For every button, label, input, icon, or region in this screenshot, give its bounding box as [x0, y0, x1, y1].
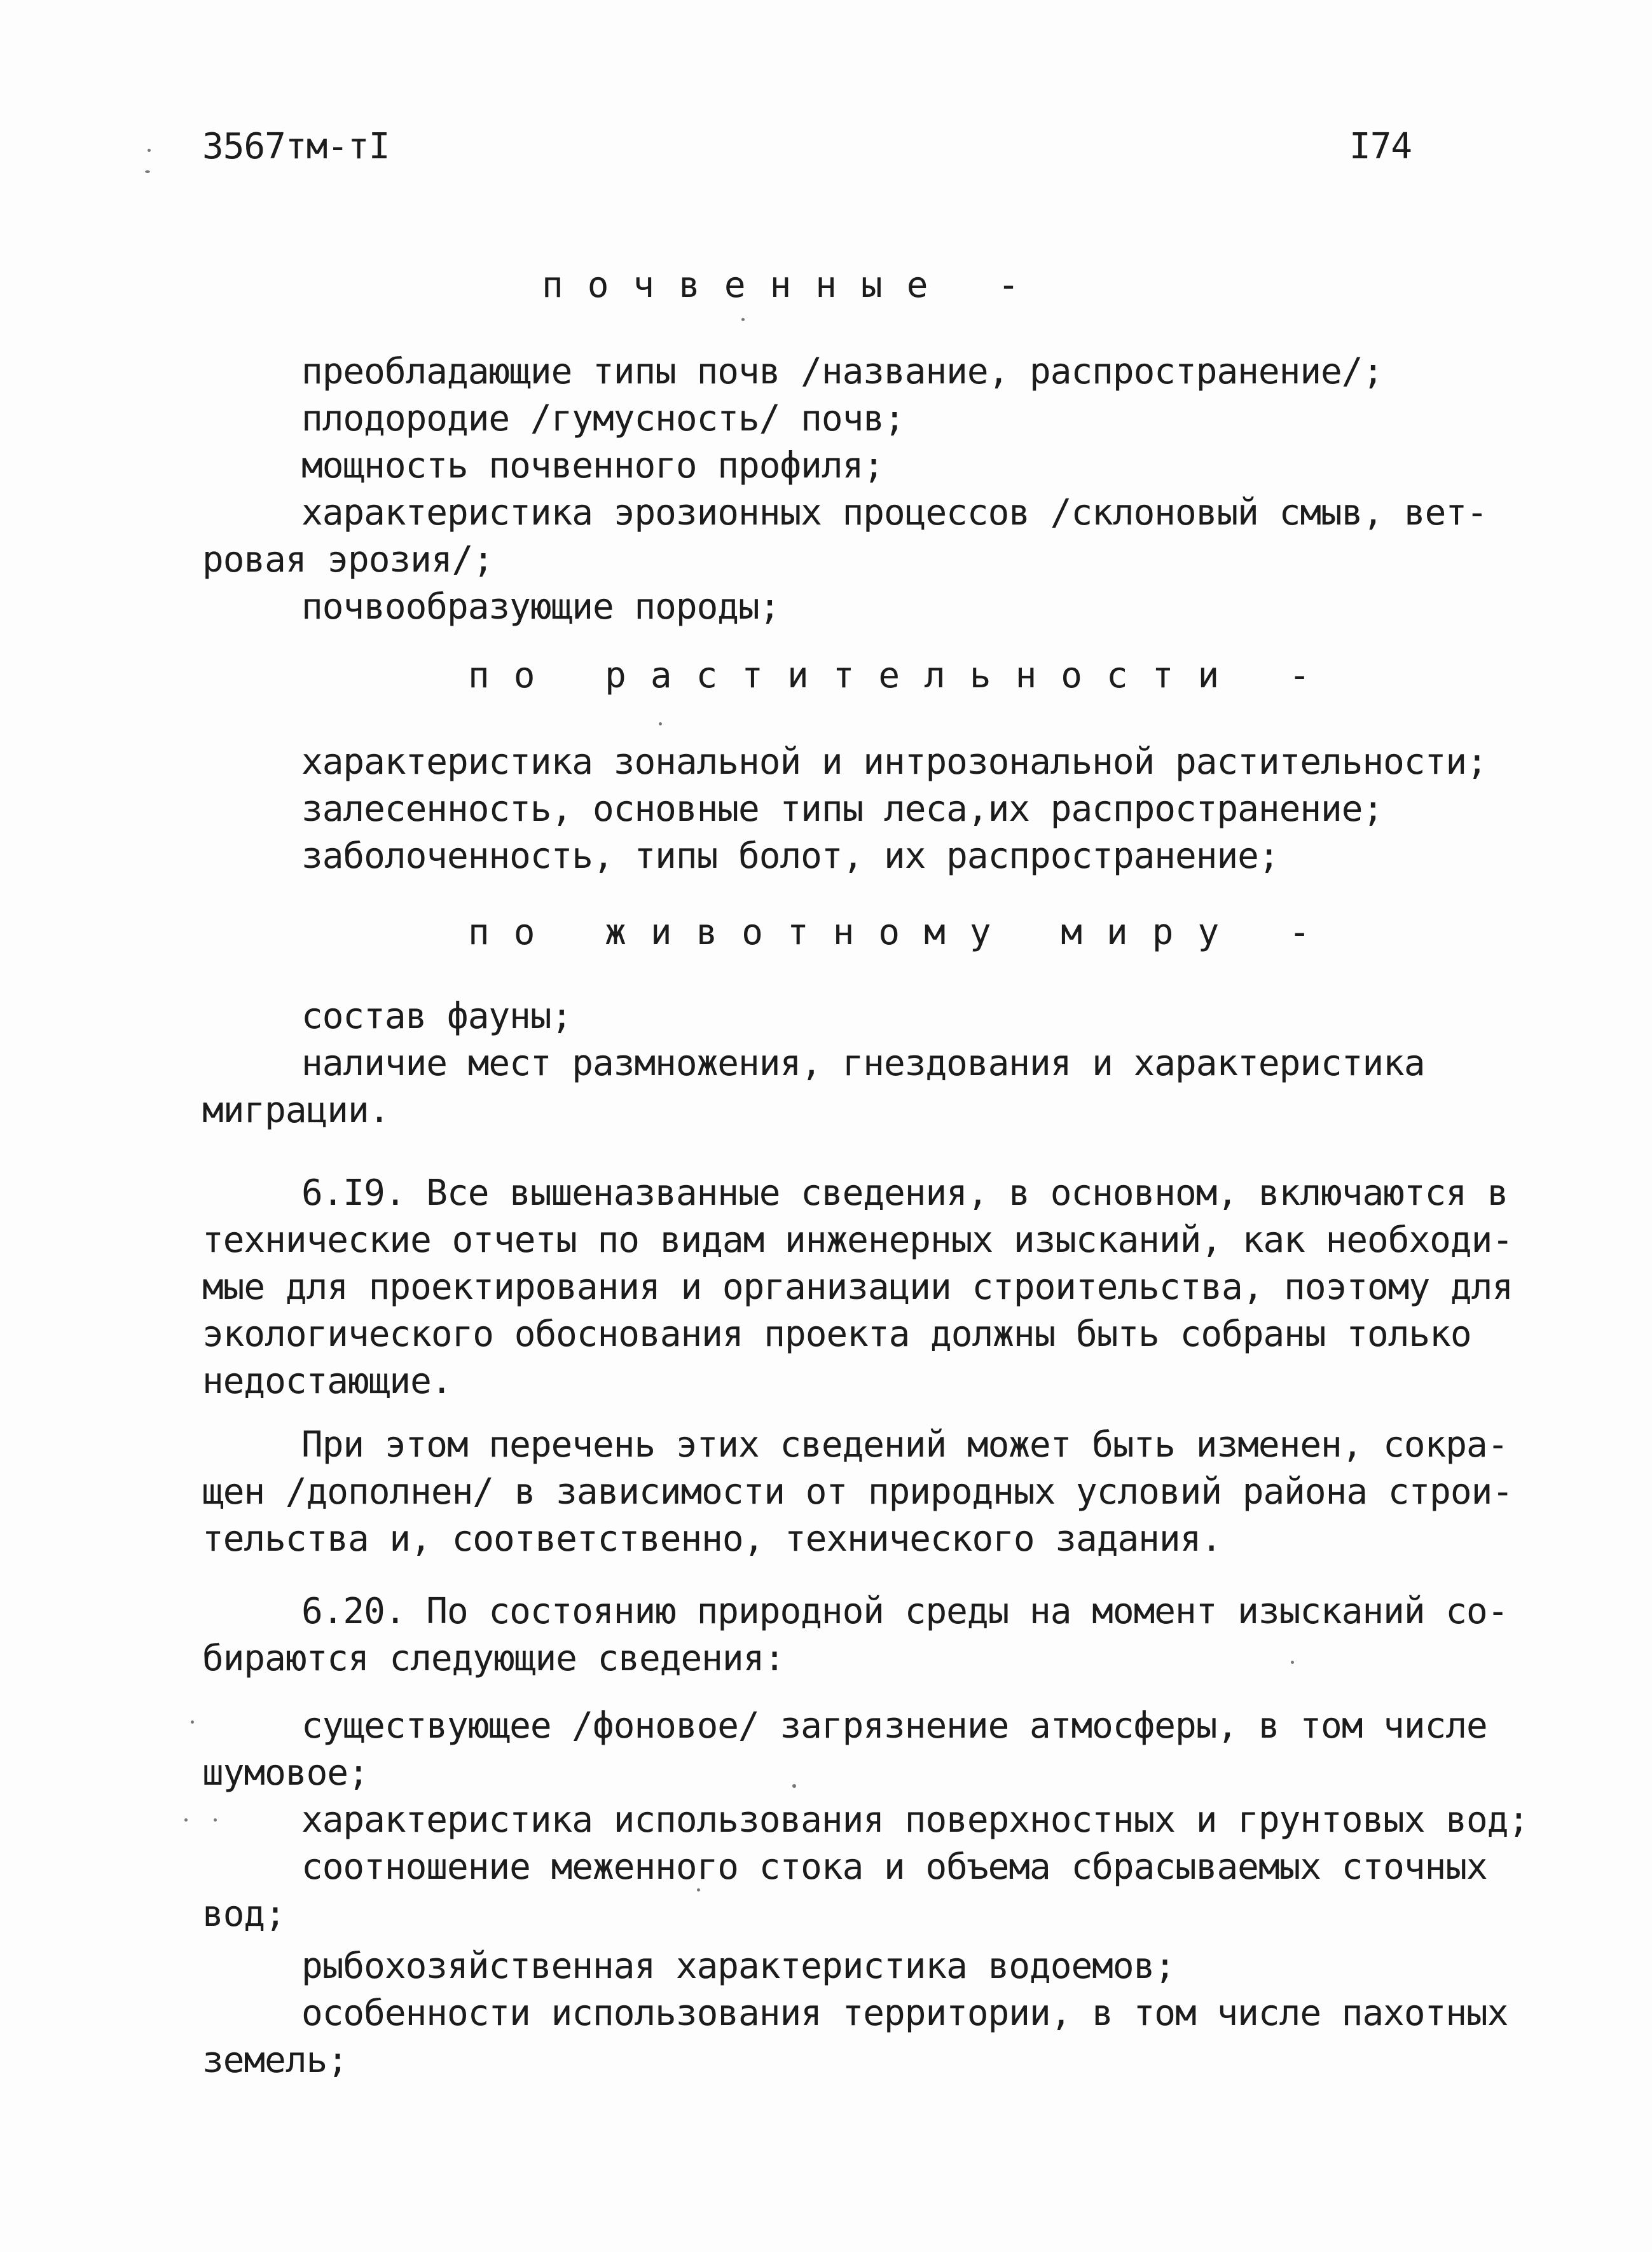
soil-item: мощность почвенного профиля; — [301, 445, 885, 486]
paragraph-620-line: 6.20. По состоянию природной среды на момент изысканий со- — [301, 1591, 1508, 1632]
paragraph-620-line: бираются следующие сведения: — [202, 1638, 785, 1679]
environment-item: рыбохозяйственная характеристика водоемов; — [301, 1946, 1176, 1987]
soil-item-continued: ровая эрозия/; — [202, 539, 494, 580]
environment-item: соотношение меженного стока и объема сбрасываемых сточных — [301, 1846, 1487, 1888]
scan-speck — [697, 1888, 700, 1892]
section-heading-soil: почвенные - — [542, 264, 1043, 306]
scan-speck — [741, 318, 745, 321]
paragraph-619-line: экологического обоснования проекта должны быть собраны только — [202, 1314, 1471, 1355]
soil-item: плодородие /гумусность/ почв; — [301, 398, 905, 439]
paragraph-619-line: технические отчеты по видам инженерных изысканий, как необходи- — [202, 1219, 1513, 1261]
vegetation-item: залесенность, основные типы леса,их распространение; — [301, 788, 1384, 830]
scan-speck — [145, 170, 150, 173]
environment-item-continued: шумовое; — [202, 1752, 369, 1794]
vegetation-item: заболоченность, типы болот, их распространение; — [301, 835, 1279, 877]
fauna-item: состав фауны; — [301, 996, 572, 1037]
environment-item: характеристика использования поверхностных и грунтовых вод; — [301, 1799, 1529, 1841]
scan-speck — [148, 149, 151, 152]
scan-speck — [659, 722, 662, 725]
paragraph-619-line: недостающие. — [202, 1361, 452, 1402]
scan-speck — [1291, 1661, 1294, 1664]
scan-speck — [792, 1784, 796, 1788]
document-code: 3567тм-тI — [202, 126, 390, 167]
environment-item-continued: вод; — [202, 1893, 286, 1935]
paragraph-list-change-line: тельства и, соответственно, технического задания. — [202, 1518, 1222, 1560]
vegetation-item: характеристика зональной и интрозональной растительности; — [301, 741, 1487, 783]
soil-item: преобладающие типы почв /название, распространение/; — [301, 351, 1384, 392]
environment-item: существующее /фоновое/ загрязнение атмосферы, в том числе — [301, 1705, 1487, 1747]
environment-item: особенности использования территории, в том числе пахотных — [301, 1993, 1508, 2034]
soil-item: почвообразующие породы; — [301, 586, 780, 628]
fauna-item-continued: миграции. — [202, 1090, 390, 1131]
paragraph-list-change-line: При этом перечень этих сведений может быть изменен, сокра- — [301, 1424, 1508, 1466]
scan-speck — [214, 1818, 217, 1822]
environment-item-continued: земель; — [202, 2040, 348, 2081]
scan-speck — [191, 1720, 194, 1724]
fauna-item: наличие мест размножения, гнездования и характеристика — [301, 1043, 1425, 1084]
scan-speck — [184, 1818, 188, 1822]
section-heading-fauna: по животному миру - — [468, 912, 1335, 953]
page-number: I74 — [1349, 126, 1412, 167]
paragraph-list-change-line: щен /дополнен/ в зависимости от природных условий района строи- — [202, 1471, 1513, 1513]
paragraph-619-line: мые для проектирования и организации строительства, поэтому для — [202, 1267, 1513, 1308]
section-heading-vegetation: по растительности - — [468, 655, 1335, 696]
soil-item: характеристика эрозионных процессов /склоновый смыв, вет- — [301, 492, 1487, 533]
paragraph-619-line: 6.I9. Все вышеназванные сведения, в основном, включаются в — [301, 1172, 1508, 1214]
